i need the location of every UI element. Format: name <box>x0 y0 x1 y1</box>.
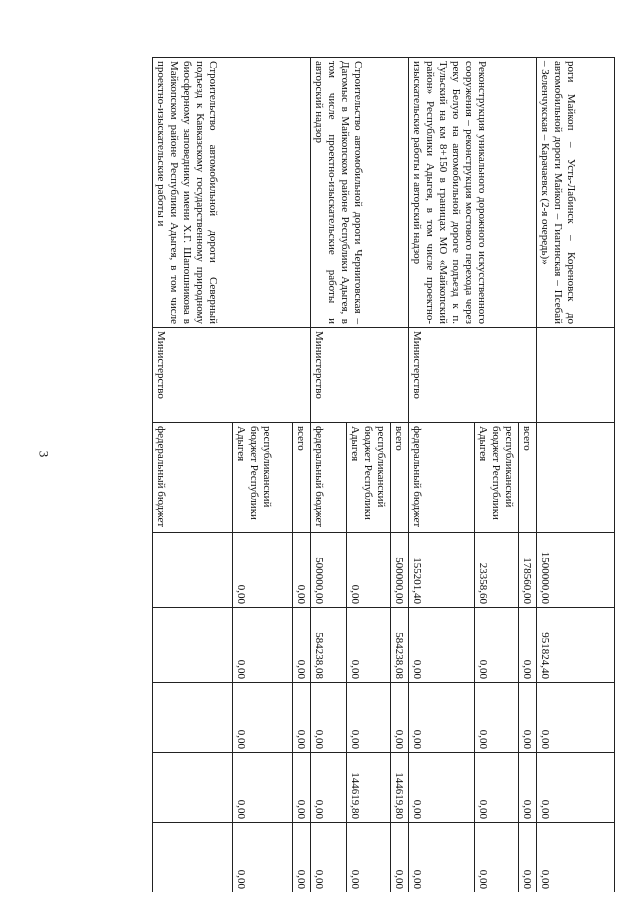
row-value-2: 584238,08 <box>391 608 409 683</box>
row-value-2: 0,00 <box>293 608 311 683</box>
row-value-2: 0,00 <box>233 608 293 683</box>
row-value-1: 500000,00 <box>311 533 347 608</box>
row-value-2 <box>153 608 233 683</box>
row-value-2: 0,00 <box>475 608 519 683</box>
row-agency: Министерство <box>311 328 409 423</box>
row-description: Строительство автомобильной дороги Северный подъезд к Кавказскому государственному природному биосферному заповеднику имени Х.Г. Шапошникова в Майкопском районе Республики Адыгея, в том числе проектно-изыскательские работы и <box>153 58 311 328</box>
row-value-4: 144619,80 <box>391 753 409 823</box>
row-value-1: 0,00 <box>233 533 293 608</box>
row-value-5: 0,00 <box>347 823 391 893</box>
row-value-3: 0,00 <box>519 683 537 753</box>
row-funding-source: всего <box>293 423 311 533</box>
row-value-5: 0,00 <box>311 823 347 893</box>
row-value-4: 0,00 <box>293 753 311 823</box>
row-funding-source: федеральный бюджет <box>311 423 347 533</box>
row-value-4: 0,00 <box>311 753 347 823</box>
row-funding-source: республиканский бюджет Республики Адыгея <box>233 423 293 533</box>
page-number: 3 <box>36 450 52 458</box>
row-agency: Министерство <box>153 328 311 423</box>
row-value-3 <box>153 683 233 753</box>
row-value-5: 0,00 <box>409 823 475 893</box>
row-funding-source: федеральный бюджет <box>153 423 233 533</box>
row-value-1: 155201,40 <box>409 533 475 608</box>
row-value-1: 1500000,00 <box>537 533 615 608</box>
row-value-4: 144619,80 <box>347 753 391 823</box>
row-value-4: 0,00 <box>475 753 519 823</box>
row-value-3: 0,00 <box>409 683 475 753</box>
row-funding-source: всего <box>519 423 537 533</box>
row-value-3: 0,00 <box>347 683 391 753</box>
row-value-2: 951824,40 <box>537 608 615 683</box>
row-value-1 <box>153 533 233 608</box>
budget-table <box>152 57 615 892</box>
row-value-2: 0,00 <box>519 608 537 683</box>
row-value-4 <box>153 753 233 823</box>
row-value-5: 0,00 <box>519 823 537 893</box>
row-value-1: 23358,60 <box>475 533 519 608</box>
row-value-3: 0,00 <box>293 683 311 753</box>
row-value-1: 500000,00 <box>391 533 409 608</box>
row-value-1: 0,00 <box>347 533 391 608</box>
row-value-3: 0,00 <box>475 683 519 753</box>
row-value-3: 0,00 <box>311 683 347 753</box>
row-value-3: 0,00 <box>391 683 409 753</box>
row-value-4: 0,00 <box>537 753 615 823</box>
row-value-3: 0,00 <box>537 683 615 753</box>
row-funding-source: республиканский бюджет Республики Адыгея <box>475 423 519 533</box>
row-value-5: 0,00 <box>391 823 409 893</box>
row-value-1: 178560,00 <box>519 533 537 608</box>
row-description: Строительство автомобильной дороги Черниговская – Дагомыс в Майкопском районе Республики Адыгея, в том числе проектно-изыскательские работы и авторский надзор <box>311 58 409 328</box>
row-value-4: 0,00 <box>233 753 293 823</box>
row-agency: Министерство <box>409 328 537 423</box>
rotated-table-frame <box>95 57 615 892</box>
row-value-2: 0,00 <box>347 608 391 683</box>
row-value-5: 0,00 <box>537 823 615 893</box>
row-value-2: 0,00 <box>409 608 475 683</box>
row-value-4: 0,00 <box>519 753 537 823</box>
table-row <box>537 58 615 893</box>
row-value-5: 0,00 <box>233 823 293 893</box>
row-value-3: 0,00 <box>233 683 293 753</box>
row-value-5: 0,00 <box>475 823 519 893</box>
row-value-4: 0,00 <box>409 753 475 823</box>
table-row <box>519 58 537 893</box>
row-funding-source: всего <box>391 423 409 533</box>
row-value-5: 0,00 <box>293 823 311 893</box>
document-table-container <box>95 57 615 892</box>
row-description: Реконструкция уникального дорожного искусственного сооружения – реконструкция мостового перехода через реку Белую на автомобильной дороге подъезд к п. Тульский на км 8+150 в границах МО «Майкопский район» Республики Адыгея, в том числе проектно-изыскательские работы и авторский надзор <box>409 58 537 328</box>
row-value-5 <box>153 823 233 893</box>
row-value-1: 0,00 <box>293 533 311 608</box>
row-agency <box>537 328 615 423</box>
row-funding-source <box>537 423 615 533</box>
row-description: роги Майкоп – Усть-Лабинск – Кореновск до автомобильной дороги Майкоп – Гиагинская – Псебай – Зеленчукская – Карачаевск (2-я очередь)» <box>537 58 615 328</box>
row-funding-source: федеральный бюджет <box>409 423 475 533</box>
table-row <box>391 58 409 893</box>
row-value-2: 584238,08 <box>311 608 347 683</box>
row-funding-source: республиканский бюджет Республики Адыгея <box>347 423 391 533</box>
table-row <box>293 58 311 893</box>
